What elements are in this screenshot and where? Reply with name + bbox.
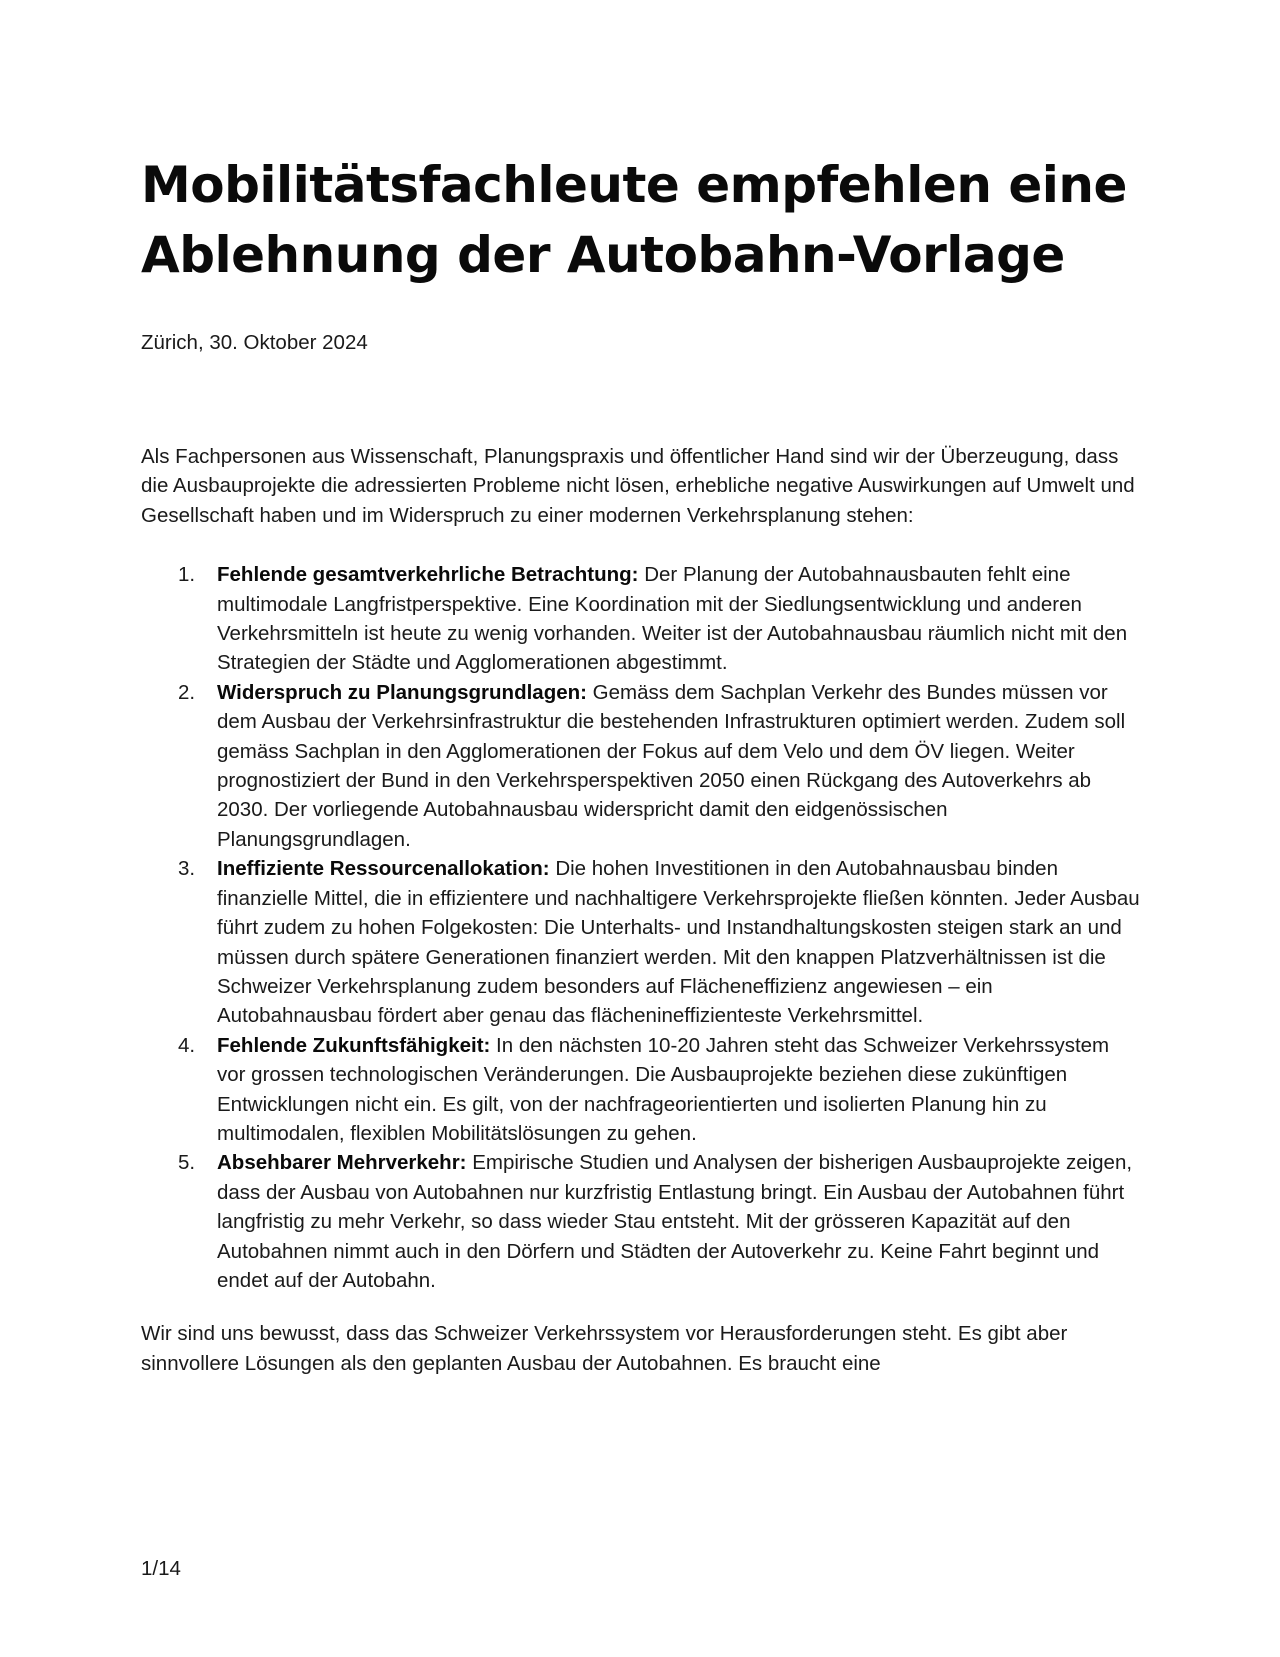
closing-paragraph: Wir sind uns bewusst, dass das Schweizer Verkehrssystem vor Herausforderungen steht. Es gibt aber sinnvollere Lösungen als den geplanten Ausbau der Autobahnen. Es braucht eine [141,1322,1068,1375]
document-date: Zürich, 30. Oktober 2024 [141,331,368,354]
list-item-number: 2. [178,680,196,704]
page-title: Mobilitätsfachleute empfehlen eine Ablehnung der Autobahn-Vorlage [141,156,1127,284]
list-item [141,1148,1141,1295]
list-item-term: Widerspruch zu Planungsgrundlagen: [217,680,587,704]
list-item-number: 4. [178,1033,196,1057]
argument-list [141,560,1141,1295]
list-item-text: In den nächsten 10-20 Jahren steht das Schweizer Verkehrssystem vor grossen technologischen Veränderungen. Die Ausbauprojekte beziehen diese zukünftigen Entwicklungen nicht ein. Es gilt, von der nachfrageorientierten und isolierten Planung hin zu multimodalen, flexiblen Mobilitätslösungen zu gehen. [217,1033,1110,1145]
list-item-text: Die hohen Investitionen in den Autobahnausbau binden finanzielle Mittel, die in effizientere und nachhaltigere Verkehrsprojekte fließen könnten. Jeder Ausbau führt zudem zu hohen Folgekosten: Die Unterhalts- und Instandhaltungskosten steigen stark an und müssen durch spätere Generationen finanziert werden. Mit den knappen Platzverhältnissen ist die Schweizer Verkehrsplanung zudem besonders auf Flächeneffizienz angewiesen – ein Autobahnausbau fördert aber genau das flächenineffizienteste Verkehrsmittel. [217,857,1140,1028]
list-item-number: 1. [178,563,196,587]
list-item [141,1031,1141,1149]
list-item-number: 5. [178,1151,196,1175]
list-item-term: Fehlende gesamtverkehrliche Betrachtung: [217,563,639,587]
list-item [141,678,1141,854]
list-item-term: Absehbarer Mehrverkehr: [217,1151,467,1175]
list-item [141,560,1141,678]
intro-paragraph: Als Fachpersonen aus Wissenschaft, Planungspraxis und öffentlicher Hand sind wir der Überzeugung, dass die Ausbauprojekte die adressierten Probleme nicht lösen, erhebliche negative Auswirkungen auf Umwelt und Gesellschaft haben und im Widerspruch zu einer modernen Verkehrsplanung stehen: [141,445,1135,527]
list-item-term: Ineffiziente Ressourcenallokation: [217,857,550,881]
list-item-text: Der Planung der Autobahnausbauten fehlt eine multimodale Langfristperspektive. Eine Koordination mit der Siedlungsentwicklung und anderen Verkehrsmitteln ist heute zu wenig vorhanden. Weiter ist der Autobahnausbau räumlich nicht mit den Strategien der Städte und Agglomerationen abgestimmt. [217,563,1128,675]
document-content [141,150,1141,1378]
page-number: 1/14 [141,1557,181,1580]
list-item-term: Fehlende Zukunftsfähigkeit: [217,1033,491,1057]
list-item [141,854,1141,1030]
list-item-number: 3. [178,857,196,881]
list-item-text: Gemäss dem Sachplan Verkehr des Bundes müssen vor dem Ausbau der Verkehrsinfrastruktur die bestehenden Infrastrukturen optimiert werden. Zudem soll gemäss Sachplan in den Agglomerationen der Fokus auf dem Velo und dem ÖV liegen. Weiter prognostiziert der Bund in den Verkehrsperspektiven 2050 einen Rückgang des Autoverkehrs ab 2030. Der vorliegende Autobahnausbau widerspricht damit den eidgenössischen Planungsgrundlagen. [217,680,1126,851]
list-item-text: Empirische Studien und Analysen der bisherigen Ausbauprojekte zeigen, dass der Ausbau von Autobahnen nur kurzfristig Entlastung bringt. Ein Ausbau der Autobahnen führt langfristig zu mehr Verkehr, so dass wieder Stau entsteht. Mit der grösseren Kapazität auf den Autobahnen nimmt auch in den Dörfern und Städten der Autoverkehr zu. Keine Fahrt beginnt und endet auf der Autobahn. [217,1151,1133,1292]
